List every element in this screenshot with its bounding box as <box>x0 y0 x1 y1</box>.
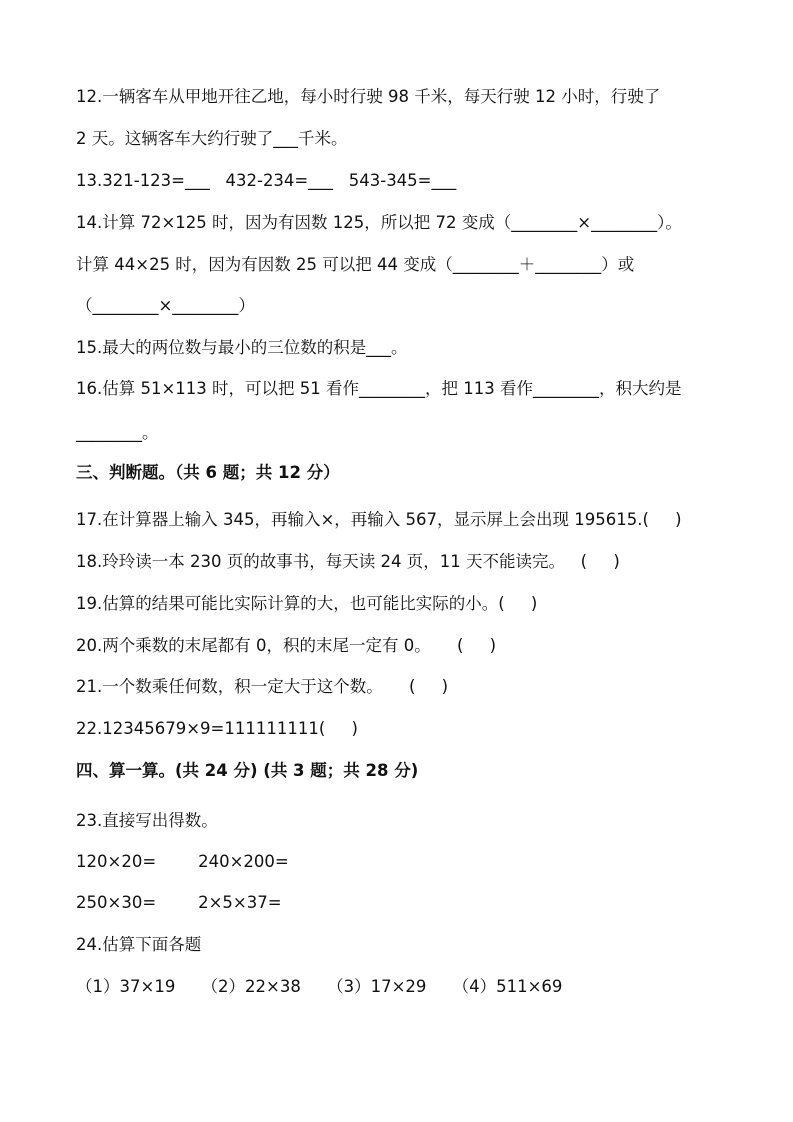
section-3-heading: 三、判断题。（共 6 题；共 12 分） <box>76 463 340 482</box>
question-23-row-1: 120×20= 240×200= <box>76 852 289 871</box>
question-12-line-2: 2 天。这辆客车大约行驶了___千米。 <box>76 129 348 148</box>
question-22: 22.12345679×9=111111111( ) <box>76 719 358 738</box>
section-4-heading: 四、算一算。(共 24 分) (共 3 题；共 28 分) <box>76 761 419 780</box>
question-18: 18.玲玲读一本 230 页的故事书，每天读 24 页，11 天不能读完。 ( ) <box>76 552 620 571</box>
question-23-title: 23.直接写出得数。 <box>76 811 218 830</box>
question-13: 13.321-123=___ 432-234=___ 543-345=___ <box>76 171 457 190</box>
question-16-line-1: 16.估算 51×113 时，可以把 51 看作________，把 113 看作________，积大约是 <box>76 379 682 398</box>
question-24-title: 24.估算下面各题 <box>76 935 202 954</box>
question-16-line-2: ________。 <box>76 423 159 442</box>
question-14-line-3: （________×________） <box>76 296 255 315</box>
question-14-line-2: 计算 44×25 时，因为有因数 25 可以把 44 变成（________＋________）或 <box>76 255 635 274</box>
question-21: 21.一个数乘任何数，积一定大于这个数。 ( ) <box>76 677 449 696</box>
question-14-line-1: 14.计算 72×125 时，因为有因数 125，所以把 72 变成（________×________）。 <box>76 213 682 232</box>
question-24-row-1: （1）37×19 （2）22×38 （3）17×29 （4）511×69 <box>76 977 563 996</box>
question-15: 15.最大的两位数与最小的三位数的积是___。 <box>76 338 408 357</box>
question-12-line-1: 12.一辆客车从甲地开往乙地，每小时行驶 98 千米，每天行驶 12 小时，行驶了 <box>76 87 661 106</box>
question-20: 20.两个乘数的末尾都有 0，积的末尾一定有 0。 ( ) <box>76 636 497 655</box>
question-23-row-2: 250×30= 2×5×37= <box>76 893 282 912</box>
question-19: 19.估算的结果可能比实际计算的大，也可能比实际的小。( ) <box>76 594 538 613</box>
question-17: 17.在计算器上输入 345，再输入×，再输入 567，显示屏上会出现 195615.( ) <box>76 510 682 529</box>
